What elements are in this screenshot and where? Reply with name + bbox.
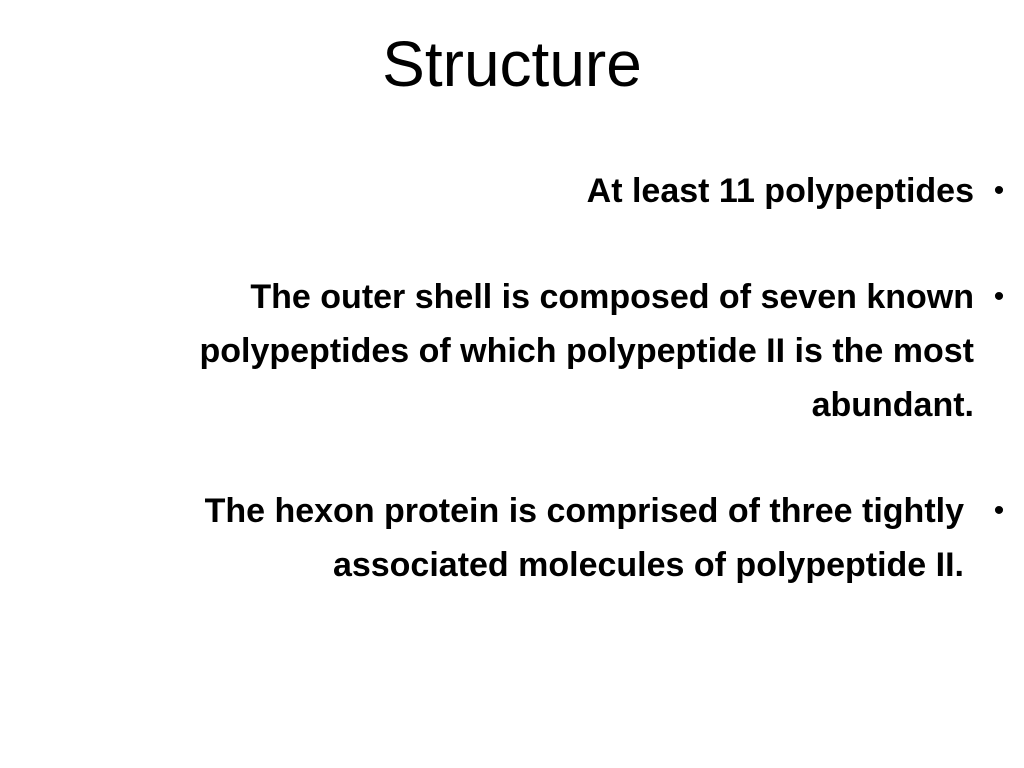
- bullet-item: [40, 270, 1024, 432]
- bullet-marker-icon: •: [993, 280, 1005, 313]
- bullet-text: The hexon protein is comprised of three tightly associated molecules of polypeptide II.: [204, 492, 964, 584]
- bullet-list: [40, 164, 1024, 644]
- bullet-item: [40, 484, 1024, 592]
- slide-title: Structure: [382, 28, 642, 100]
- bullet-marker-icon: •: [993, 174, 1005, 207]
- bullet-marker-icon: •: [993, 494, 1005, 527]
- bullet-text: At least 11 polypeptides: [586, 172, 974, 210]
- bullet-text: The outer shell is composed of seven known polypeptides of which polypeptide II is the most abundant.: [199, 278, 974, 424]
- bullet-item: [40, 164, 1024, 218]
